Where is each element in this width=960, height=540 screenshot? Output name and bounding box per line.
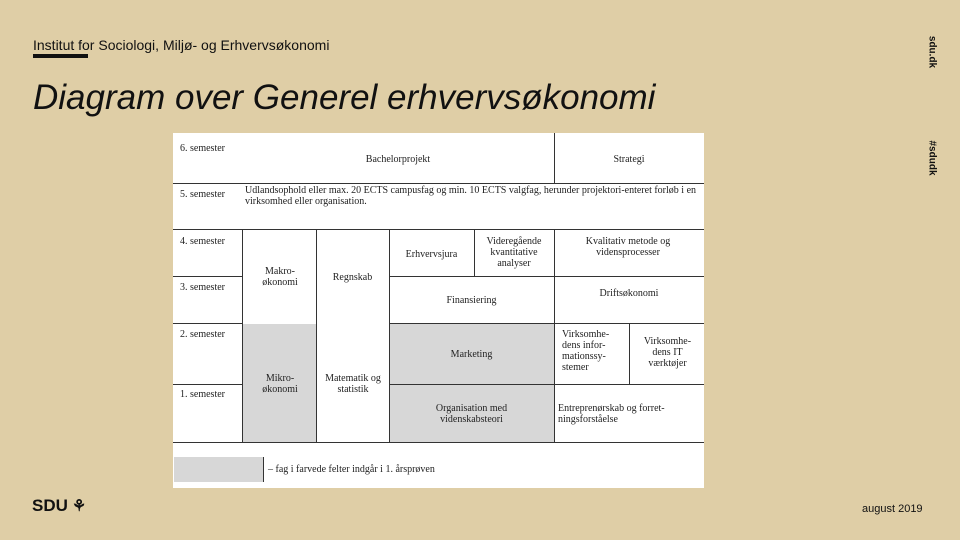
cell-erhvervsjura: Erhvervsjura	[405, 249, 458, 260]
cell-makro: Makro-økonomi	[262, 266, 298, 288]
cell-virksomhedens-informationssystemer: Virksomhe-dens infor-mationssy-stemer	[562, 329, 610, 373]
legend-text: – fag i farvede felter indgår i 1. årsprøven	[268, 464, 435, 475]
cell-udlandsophold: Udlandsophold eller max. 20 ECTS campusfag og min. 10 ECTS valgfag, herunder projektori-enteret forløb i en virksomhed eller organisation.	[245, 185, 697, 207]
divider	[173, 276, 242, 277]
cell-regnskab: Regnskab	[332, 272, 373, 283]
divider	[389, 229, 390, 442]
divider	[389, 384, 704, 385]
cell-organisation: Organisation med videnskabsteori	[435, 403, 508, 425]
slide-title: Diagram over Generel erhvervsøkonomi	[33, 78, 656, 117]
cell-bachelorprojekt: Bachelorprojekt	[365, 154, 431, 165]
cell-finansiering: Finansiering	[446, 295, 497, 306]
semester-label: 1. semester	[180, 389, 225, 400]
cell-strategi: Strategi	[613, 154, 645, 165]
legend-swatch	[174, 457, 263, 482]
divider	[173, 442, 704, 443]
cell-virksomhedens-it-vaerktoejer: Virksomhe-dens IT værktøjer	[643, 336, 692, 369]
header-underline	[33, 54, 88, 58]
curriculum-diagram	[173, 133, 704, 488]
semester-label: 6. semester	[180, 143, 225, 154]
cell-videregaaende: Videregående kvantitative analyser	[486, 236, 542, 269]
divider	[389, 276, 704, 277]
side-hashtag: #sdudk	[926, 140, 938, 176]
divider	[554, 229, 555, 442]
cell-entreprenorskab: Entreprenørskab og forret-ningsforståelse	[558, 403, 665, 425]
semester-label: 3. semester	[180, 282, 225, 293]
divider	[173, 384, 242, 385]
cell-kvalitativ: Kvalitativ metode og vidensprocesser	[585, 236, 671, 258]
side-domain: sdu.dk	[926, 35, 938, 69]
divider	[316, 229, 317, 442]
cell-driftsokonomi: Driftsøkonomi	[599, 288, 659, 299]
cell-matematik: Matematik og statistik	[325, 373, 381, 395]
divider	[242, 229, 243, 442]
cell-mikro: Mikro-økonomi	[262, 373, 298, 395]
semester-label: 2. semester	[180, 329, 225, 340]
divider	[173, 323, 242, 324]
sdu-bird-icon: ⚘	[71, 498, 87, 515]
semester-label: 5. semester	[180, 189, 225, 200]
divider	[389, 323, 704, 324]
divider	[173, 229, 704, 230]
semester-label: 4. semester	[180, 236, 225, 247]
cell-marketing: Marketing	[450, 349, 493, 360]
footer-date: august 2019	[862, 503, 923, 515]
divider	[173, 183, 704, 184]
divider	[629, 323, 630, 384]
institute-title: Institut for Sociologi, Miljø- og Erhvervsøkonomi	[33, 37, 330, 53]
sdu-logo: SDU ⚘	[32, 496, 87, 515]
divider	[263, 457, 264, 482]
